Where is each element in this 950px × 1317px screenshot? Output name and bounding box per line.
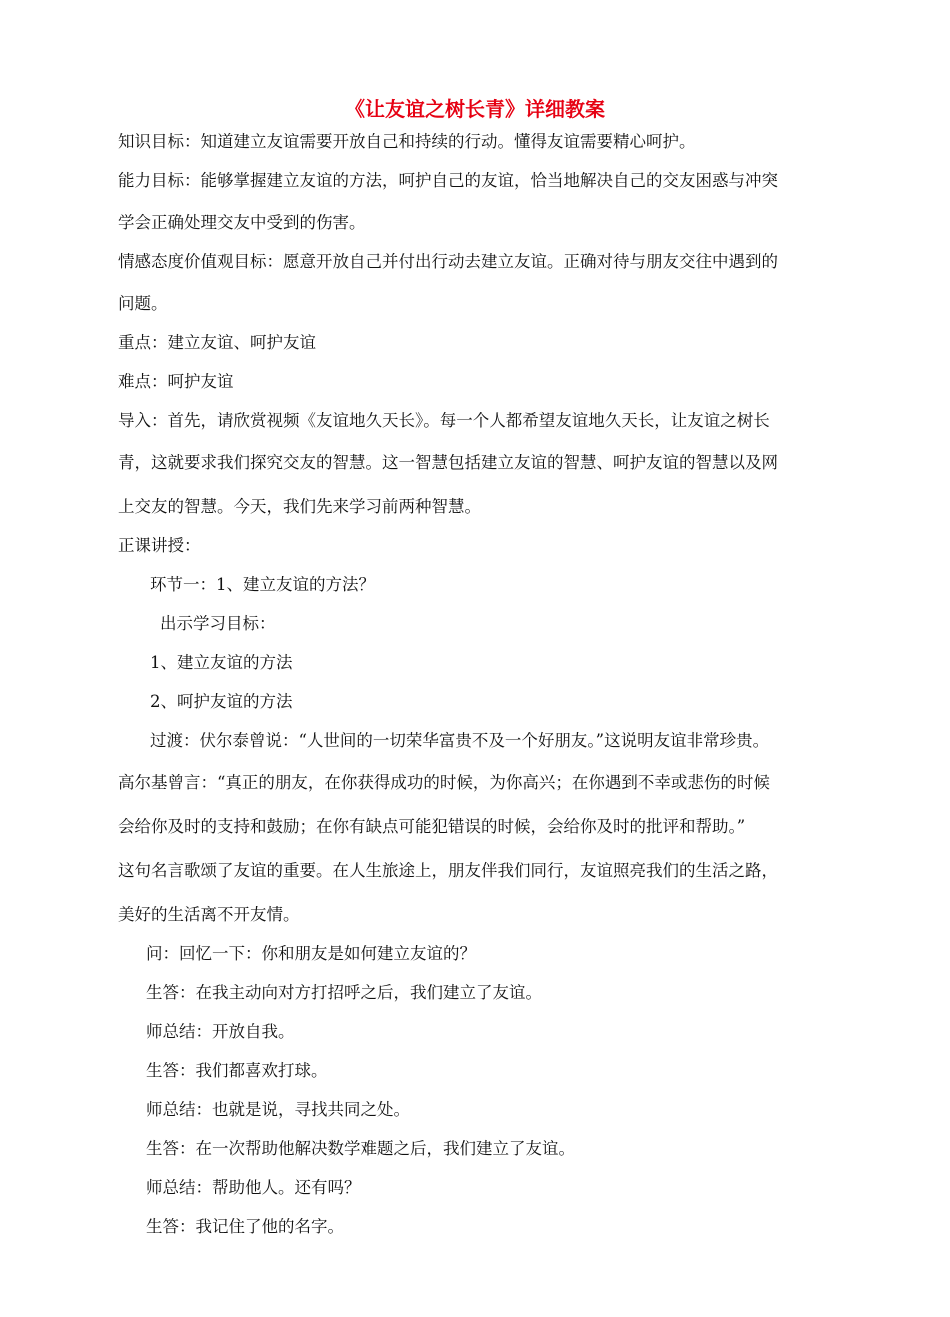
- text-line: 师总结：也就是说，寻找共同之处。: [146, 1100, 410, 1119]
- text-line: 生答：我们都喜欢打球。: [146, 1061, 328, 1080]
- text-line: 美好的生活离不开友情。: [118, 905, 300, 924]
- text-line: 上交友的智慧。今天，我们先来学习前两种智慧。: [118, 497, 481, 516]
- text-line: 学会正确处理交友中受到的伤害。: [118, 213, 366, 232]
- text-line: 师总结：开放自我。: [146, 1022, 295, 1041]
- text-line: 师总结：帮助他人。还有吗？: [146, 1178, 361, 1197]
- text-line: 难点：呵护友谊: [118, 372, 234, 391]
- text-line: 知识目标：知道建立友谊需要开放自己和持续的行动。懂得友谊需要精心呵护。: [118, 132, 696, 151]
- text-line: 问题。: [118, 294, 168, 313]
- text-line: 高尔基曾言：“真正的朋友，在你获得成功的时候，为你高兴；在你遇到不幸或悲伤的时候: [118, 773, 770, 792]
- text-line: 会给你及时的支持和鼓励；在你有缺点可能犯错误的时候，会给你及时的批评和帮助。”: [118, 817, 746, 836]
- text-line: 导入：首先，请欣赏视频《友谊地久天长》。每一个人都希望友谊地久天长，让友谊之树长: [118, 411, 770, 430]
- text-line: 1、建立友谊的方法: [150, 653, 293, 672]
- document-title: 《让友谊之树长青》详细教案: [345, 97, 605, 121]
- text-line: 出示学习目标：: [160, 614, 276, 633]
- text-line: 情感态度价值观目标：愿意开放自己并付出行动去建立友谊。正确对待与朋友交往中遇到的: [118, 252, 778, 271]
- text-line: 生答：我记住了他的名字。: [146, 1217, 344, 1236]
- text-line: 环节一：1、建立友谊的方法？: [150, 575, 375, 594]
- text-line: 重点：建立友谊、呵护友谊: [118, 333, 316, 352]
- text-line: 2、呵护友谊的方法: [150, 692, 293, 711]
- text-line: 生答：在我主动向对方打招呼之后，我们建立了友谊。: [146, 983, 542, 1002]
- text-line: 过渡：伏尔泰曾说：“人世间的一切荣华富贵不及一个好朋友。”这说明友谊非常珍贵。: [150, 731, 770, 750]
- text-line: 问：回忆一下：你和朋友是如何建立友谊的？: [146, 944, 476, 963]
- text-line: 青，这就要求我们探究交友的智慧。这一智慧包括建立友谊的智慧、呵护友谊的智慧以及网: [118, 453, 778, 472]
- text-line: 能力目标：能够掌握建立友谊的方法，呵护自己的友谊，恰当地解决自己的交友困惑与冲突: [118, 171, 778, 190]
- text-line: 生答：在一次帮助他解决数学难题之后，我们建立了友谊。: [146, 1139, 575, 1158]
- text-line: 正课讲授：: [118, 536, 201, 555]
- text-line: 这句名言歌颂了友谊的重要。在人生旅途上，朋友伴我们同行，友谊照亮我们的生活之路，: [118, 861, 778, 880]
